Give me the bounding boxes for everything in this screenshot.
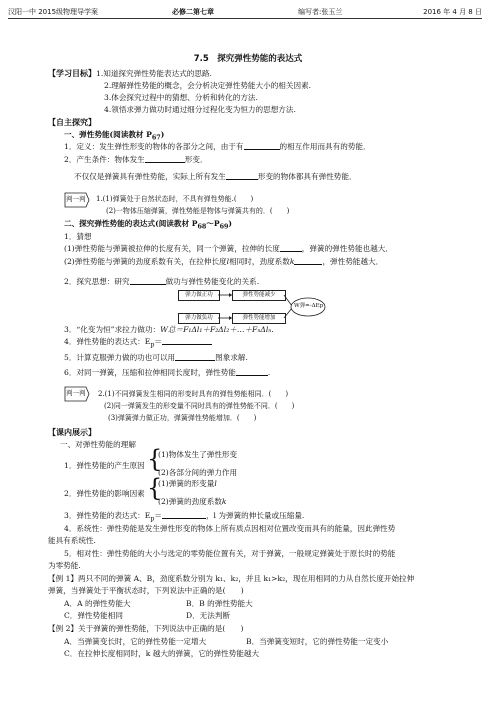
arrowhead-top <box>229 293 232 297</box>
g2-mid: 相同时，劲度系数 <box>229 257 290 266</box>
g2-k: k <box>289 257 295 266</box>
area-end: 图象求解. <box>215 353 248 362</box>
example2-option-c[interactable]: C．在拉伸长度相同时，k 越大的弹簧，它的弹性势能越大 <box>64 649 260 658</box>
cause-label: 1．弹性势能的产生原因 <box>64 461 145 470</box>
six-blank[interactable] <box>236 367 271 377</box>
def-text: 1．定义：发生弹性形变的物体的各部分之间，由于有 <box>64 142 244 151</box>
cond-end: 形变． <box>184 155 208 164</box>
cexpr-text: 3．弹性势能的表达式：E <box>64 511 151 520</box>
area-line <box>64 352 248 363</box>
system-line-2: 能具有系统性. <box>48 536 96 545</box>
cexpr-eq: ＝ <box>154 511 162 520</box>
goal-item: 1.知道探究弹性势能表达式的思路. <box>96 69 212 78</box>
cond-blank[interactable] <box>145 154 185 163</box>
factor-label: 2．弹性势能的影响因素 <box>64 489 145 498</box>
def-blank[interactable] <box>244 141 280 150</box>
expr-end: ＝ <box>154 337 162 346</box>
relative-line-2: 为零势能. <box>48 561 81 570</box>
cause-1: (1)物体发生了弹性形变 <box>158 450 238 459</box>
judge-2c: (3)弹簧弹力做正功，弹簧弹性势能增加．( ) <box>108 414 257 422</box>
note-text: 不仅仅是弹簧具有弹性势能，实际上所有发生 <box>74 172 226 181</box>
relative-line-1: 5．相对性：弹性势能的大小与选定的零势能位置有关，对于弹簧，一般规定弹簧处于原长时的势能 <box>64 549 396 558</box>
link-top <box>284 295 292 306</box>
factor1-text: (1)弹簧的形变量 <box>158 479 215 488</box>
judge-2a: 2.(1)不同弹簧发生相同的形变时具有的弹性势能相同．( ) <box>98 390 289 398</box>
g2-blank[interactable] <box>294 256 322 265</box>
example1-option-c[interactable]: C．弹性势能相同 <box>64 611 123 620</box>
part2-sub: 68 <box>197 223 207 231</box>
example1-option-d[interactable]: D．无法判断 <box>186 611 231 620</box>
page-header <box>8 6 482 19</box>
judge-tag-label-1: 判一判 <box>66 195 86 203</box>
expression-line <box>64 336 212 351</box>
part2-end: ) <box>228 219 232 228</box>
cause-brace-icon: { <box>147 445 163 473</box>
g2-end: ，弹性势能越大． <box>322 257 384 266</box>
example1-option-b[interactable]: B．B 的弹性势能大 <box>186 599 253 608</box>
calc-formula: W总＝F₁Δl₁＋F₂Δl₂＋…＋FₙΔlₙ. <box>160 325 274 334</box>
header-school: 汉阳一中 2015级物理导学案 <box>8 8 99 16</box>
example2-option-a[interactable]: A．当弹簧变长时，它的弹性势能一定增大 <box>64 637 207 646</box>
cexpr-blank[interactable] <box>162 510 206 519</box>
expr-blank[interactable] <box>162 336 212 345</box>
definition-line <box>64 141 371 152</box>
goal-item: 4.领悟求弹力做功时通过细分过程化变为恒力的思想方法. <box>104 105 296 114</box>
area-text: 5．计算克服弹力做的功也可以用 <box>64 353 176 362</box>
guess-1 <box>64 243 393 254</box>
link-bottom <box>284 308 292 318</box>
judge-2b: (2)同一弹簧发生的形变量不同时具有的弹性势能不同．( ) <box>104 402 295 410</box>
factor1-l: l <box>214 479 217 488</box>
system-line-1: 4．系统性：弹性势能是发生弹性形变的物体上所有质点因相对位置改变而具有的能量，因此弹性势 <box>64 524 396 533</box>
goals-line-1 <box>48 68 212 79</box>
example1-option-a[interactable]: A．A 的弹性势能大 <box>64 599 131 608</box>
example1-line-1: 【例 1】两只不同的弹簧 A、B，劲度系数分别为 k₁、k₂，并且 k₁>k₂，现在用相同的力从自然长度开始拉伸 <box>48 574 415 583</box>
factor-1 <box>158 478 217 489</box>
part2-text: 二、探究弹性势能的表达式(阅读教材 P <box>64 219 198 228</box>
class-show-heading: 【课内展示】 <box>48 428 96 437</box>
header-editor: 编写者:张玉兰 <box>298 8 343 16</box>
g1-end: ，弹簧的弹性势能也越大． <box>301 244 393 253</box>
page-title: 7.5 探究弹性势能的表达式 <box>193 54 303 64</box>
idea-blank[interactable] <box>130 276 166 285</box>
expr-sub: p <box>150 341 155 349</box>
g2-text: (2)弹性势能与弹簧的劲度系数有关，在拉伸长度 <box>64 257 227 266</box>
cause-2: (2)各部分间的弹力作用 <box>158 468 238 477</box>
judge-1a: 1.(1)弹簧处于自然状态时，不具有弹性势能.( ) <box>96 195 254 203</box>
judge-1b: (2)一物体压缩弹簧，弹性势能是物体与弹簧共有的．( ) <box>106 207 290 215</box>
fig-negative-work: 弹力做负功 <box>178 313 220 324</box>
cexpr-end: ，l 为弹簧的伸长量或压缩量. <box>205 511 305 520</box>
note-blank[interactable] <box>226 171 258 180</box>
part2-mid: ～P <box>206 219 220 228</box>
goals-heading: 【学习目标】 <box>48 69 96 78</box>
part1-end: ) <box>160 130 165 139</box>
goal-item: 3.体会探究过程中的猜想、分析和转化的方法. <box>104 93 258 102</box>
header-date: 2016 年 4 月 8 日 <box>423 8 482 16</box>
idea-line <box>64 276 259 287</box>
cond-text: 2．产生条件：物体发生 <box>64 155 145 164</box>
factor2-text: (2)弹簧的劲度系数 <box>158 497 222 506</box>
part1-text: 一、弹性势能(阅读教材 P <box>64 130 152 139</box>
idea-text: 2．探究思想：研究 <box>64 277 130 286</box>
self-study-heading: 【自主探究】 <box>48 118 96 127</box>
guess-2 <box>64 256 383 267</box>
factor-brace-icon: { <box>147 474 163 502</box>
idea-end: 做功与弹性势能变化的关系. <box>165 277 260 286</box>
class-part1: 一、对弹性势能的理解 <box>60 440 136 449</box>
expr-text: 4．弹性势能的表达式：E <box>64 337 151 346</box>
fig-positive-work: 弹力做正功 <box>178 290 220 301</box>
six-text: 6．对同一弹簧，压缩和拉伸相同长度时，弹性势能 <box>64 368 236 377</box>
factor2-k: k <box>221 497 227 506</box>
arrowhead-bottom <box>229 316 232 320</box>
six-end: . <box>267 368 271 377</box>
note-end: 形变的物体都具有弹性势能． <box>257 172 357 181</box>
condition-line <box>64 154 208 165</box>
fig-energy-increase: 弹性势能增加 <box>232 313 286 324</box>
g1-blank[interactable] <box>280 243 302 252</box>
goal-item: 2.理解弹性势能的概念，会分析决定弹性势能大小的相关因素. <box>104 81 312 90</box>
area-blank[interactable] <box>175 352 215 361</box>
calc-text: 3．“化变为恒”求拉力做功： <box>64 325 161 334</box>
header-chapter: 必修二第七章 <box>172 8 214 16</box>
factor-2 <box>158 496 227 507</box>
calc-line <box>64 324 274 335</box>
part2-sub2: 69 <box>219 223 229 231</box>
judge-tag-label-2: 判一判 <box>66 389 86 397</box>
six-line <box>64 367 270 378</box>
part1-sub: 67 <box>151 134 161 142</box>
example2-option-b[interactable]: B．当弹簧变短时，它的弹性势能一定变小 <box>246 637 389 646</box>
example1-line-2: 弹簧，当弹簧处于平衡状态时，下列说法中正确的是( ) <box>48 586 244 595</box>
example2-line: 【例 2】关于弹簧的弹性势能，下列说法中正确的是( ) <box>48 624 244 633</box>
def-end: 的相互作用而具有的势能． <box>279 142 371 151</box>
note-line <box>74 171 357 182</box>
g1-text: (1)弹性势能与弹簧被拉伸的长度有关，同一个弹簧，拉伸的长度 <box>64 244 280 253</box>
guess-heading: 1．猜想 <box>64 232 92 241</box>
cexpr-sub: p <box>150 515 155 523</box>
g2-l: l <box>226 257 230 266</box>
fig-result: W弹=-ΔEp <box>294 303 324 309</box>
fig-energy-decrease: 弹性势能减少 <box>232 290 286 301</box>
